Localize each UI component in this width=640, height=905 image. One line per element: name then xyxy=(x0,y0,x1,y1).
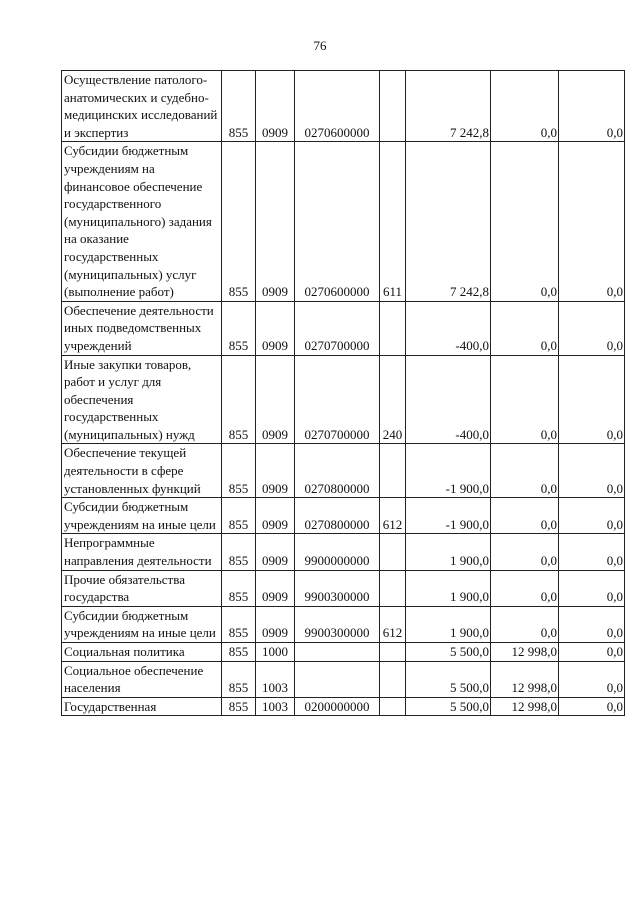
amount-3-cell: 0,0 xyxy=(559,643,625,662)
grbs-code-cell: 855 xyxy=(222,498,256,534)
amount-1-cell: 7 242,8 xyxy=(406,71,491,142)
amount-3-cell: 0,0 xyxy=(559,606,625,642)
expense-type-cell xyxy=(380,643,406,662)
expense-type-cell xyxy=(380,534,406,570)
grbs-code-cell: 855 xyxy=(222,570,256,606)
expense-type-cell xyxy=(380,661,406,697)
target-article-cell: 0270800000 xyxy=(295,444,380,498)
amount-2-cell: 0,0 xyxy=(491,570,559,606)
section-code-cell: 1000 xyxy=(256,643,295,662)
amount-2-cell: 0,0 xyxy=(491,142,559,301)
row-name-cell: Социальная политика xyxy=(62,643,222,662)
section-code-cell: 0909 xyxy=(256,355,295,444)
section-code-cell: 0909 xyxy=(256,301,295,355)
amount-2-cell: 0,0 xyxy=(491,444,559,498)
budget-table xyxy=(61,70,625,716)
amount-2-cell: 12 998,0 xyxy=(491,661,559,697)
table-row xyxy=(62,570,625,606)
section-code-cell: 1003 xyxy=(256,697,295,716)
amount-1-cell: 5 500,0 xyxy=(406,643,491,662)
target-article-cell: 9900300000 xyxy=(295,606,380,642)
grbs-code-cell: 855 xyxy=(222,71,256,142)
expense-type-cell xyxy=(380,444,406,498)
expense-type-cell: 240 xyxy=(380,355,406,444)
row-name-cell: Иные закупки товаров, работ и услуг для обеспечения государственных (муниципальных) нужд xyxy=(62,355,222,444)
target-article-cell: 9900000000 xyxy=(295,534,380,570)
amount-3-cell: 0,0 xyxy=(559,570,625,606)
amount-1-cell: -1 900,0 xyxy=(406,444,491,498)
amount-3-cell: 0,0 xyxy=(559,142,625,301)
page-number: 76 xyxy=(313,38,327,53)
amount-3-cell: 0,0 xyxy=(559,444,625,498)
amount-2-cell: 0,0 xyxy=(491,534,559,570)
target-article-cell: 0270700000 xyxy=(295,355,380,444)
amount-1-cell: 7 242,8 xyxy=(406,142,491,301)
section-code-cell: 0909 xyxy=(256,498,295,534)
table-row xyxy=(62,661,625,697)
section-code-cell: 0909 xyxy=(256,142,295,301)
row-name-cell: Обеспечение деятельности иных подведомственных учреждений xyxy=(62,301,222,355)
section-code-cell: 1003 xyxy=(256,661,295,697)
table-row xyxy=(62,301,625,355)
amount-3-cell: 0,0 xyxy=(559,355,625,444)
target-article-cell: 0200000000 xyxy=(295,697,380,716)
section-code-cell: 0909 xyxy=(256,71,295,142)
grbs-code-cell: 855 xyxy=(222,661,256,697)
amount-1-cell: -400,0 xyxy=(406,301,491,355)
amount-1-cell: -1 900,0 xyxy=(406,498,491,534)
table-row xyxy=(62,606,625,642)
amount-2-cell: 0,0 xyxy=(491,606,559,642)
section-code-cell: 0909 xyxy=(256,570,295,606)
amount-1-cell: 5 500,0 xyxy=(406,661,491,697)
target-article-cell: 0270700000 xyxy=(295,301,380,355)
amount-2-cell: 12 998,0 xyxy=(491,643,559,662)
target-article-cell: 9900300000 xyxy=(295,570,380,606)
row-name-cell: Осуществление патолого-анатомических и судебно-медицинских исследований и экспертиз xyxy=(62,71,222,142)
table-row xyxy=(62,71,625,142)
row-name-cell: Субсидии бюджетным учреждениям на иные цели xyxy=(62,498,222,534)
row-name-cell: Непрограммные направления деятельности xyxy=(62,534,222,570)
expense-type-cell xyxy=(380,697,406,716)
grbs-code-cell: 855 xyxy=(222,355,256,444)
table-row xyxy=(62,697,625,716)
amount-2-cell: 0,0 xyxy=(491,498,559,534)
amount-3-cell: 0,0 xyxy=(559,661,625,697)
table-row xyxy=(62,534,625,570)
section-code-cell: 0909 xyxy=(256,444,295,498)
table-row xyxy=(62,444,625,498)
expense-type-cell xyxy=(380,301,406,355)
row-name-cell: Обеспечение текущей деятельности в сфере установленных функций xyxy=(62,444,222,498)
row-name-cell: Субсидии бюджетным учреждениям на иные цели xyxy=(62,606,222,642)
table-body xyxy=(62,71,625,716)
amount-3-cell: 0,0 xyxy=(559,71,625,142)
target-article-cell: 0270800000 xyxy=(295,498,380,534)
amount-1-cell: -400,0 xyxy=(406,355,491,444)
expense-type-cell: 612 xyxy=(380,606,406,642)
amount-1-cell: 1 900,0 xyxy=(406,534,491,570)
grbs-code-cell: 855 xyxy=(222,697,256,716)
table-row xyxy=(62,355,625,444)
amount-2-cell: 0,0 xyxy=(491,355,559,444)
row-name-cell: Субсидии бюджетным учреждениям на финансовое обеспечение государственного (муниципального) задания на оказание государственных (муниципальных) услуг (выполнение работ) xyxy=(62,142,222,301)
target-article-cell xyxy=(295,661,380,697)
target-article-cell: 0270600000 xyxy=(295,142,380,301)
target-article-cell xyxy=(295,643,380,662)
table-row xyxy=(62,498,625,534)
amount-2-cell: 12 998,0 xyxy=(491,697,559,716)
grbs-code-cell: 855 xyxy=(222,606,256,642)
grbs-code-cell: 855 xyxy=(222,444,256,498)
grbs-code-cell: 855 xyxy=(222,643,256,662)
row-name-cell: Социальное обеспечение населения xyxy=(62,661,222,697)
expense-type-cell xyxy=(380,71,406,142)
amount-1-cell: 1 900,0 xyxy=(406,570,491,606)
section-code-cell: 0909 xyxy=(256,606,295,642)
section-code-cell: 0909 xyxy=(256,534,295,570)
amount-3-cell: 0,0 xyxy=(559,498,625,534)
amount-1-cell: 1 900,0 xyxy=(406,606,491,642)
grbs-code-cell: 855 xyxy=(222,142,256,301)
row-name-cell: Прочие обязательства государства xyxy=(62,570,222,606)
amount-2-cell: 0,0 xyxy=(491,71,559,142)
amount-3-cell: 0,0 xyxy=(559,697,625,716)
amount-2-cell: 0,0 xyxy=(491,301,559,355)
expense-type-cell xyxy=(380,570,406,606)
row-name-cell: Государственная xyxy=(62,697,222,716)
expense-type-cell: 611 xyxy=(380,142,406,301)
table-row xyxy=(62,142,625,301)
grbs-code-cell: 855 xyxy=(222,534,256,570)
amount-1-cell: 5 500,0 xyxy=(406,697,491,716)
expense-type-cell: 612 xyxy=(380,498,406,534)
amount-3-cell: 0,0 xyxy=(559,534,625,570)
grbs-code-cell: 855 xyxy=(222,301,256,355)
table-row xyxy=(62,643,625,662)
target-article-cell: 0270600000 xyxy=(295,71,380,142)
amount-3-cell: 0,0 xyxy=(559,301,625,355)
